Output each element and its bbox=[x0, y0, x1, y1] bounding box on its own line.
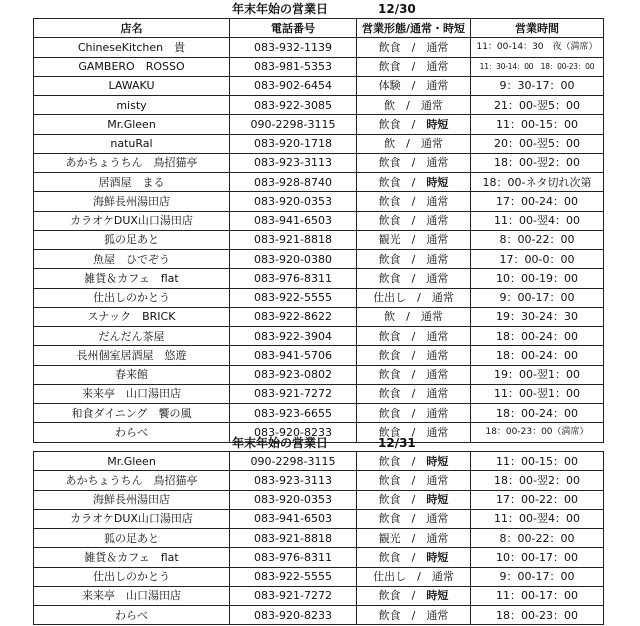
operation-mode: 通常 bbox=[431, 291, 454, 305]
business-type bbox=[357, 307, 471, 326]
operation-mode: 通常 bbox=[420, 137, 443, 151]
business-category: 観光 bbox=[378, 233, 401, 247]
shop-name: スナック BRICK bbox=[34, 307, 230, 326]
business-category: 体験 bbox=[378, 79, 401, 93]
operation-mode: 通常 bbox=[426, 531, 449, 545]
phone-number: 083-922-8622 bbox=[230, 307, 357, 326]
business-type bbox=[357, 452, 471, 471]
phone-number: 083-923-6655 bbox=[230, 404, 357, 423]
business-category: 飲食 bbox=[378, 608, 401, 622]
business-category: 飲 bbox=[384, 310, 396, 324]
shop-name: LAWAKU bbox=[34, 76, 230, 95]
table-row bbox=[34, 606, 604, 625]
separator: / bbox=[400, 194, 427, 208]
business-category: 飲 bbox=[384, 137, 396, 151]
separator: / bbox=[400, 589, 427, 603]
business-category: 飲食 bbox=[378, 493, 401, 507]
header-shop-name: 店名 bbox=[34, 19, 230, 38]
shop-name: あかちょうちん 鳥招猫亭 bbox=[34, 153, 230, 172]
opening-hours: 11：00-17：00 bbox=[471, 586, 604, 605]
table-row bbox=[34, 567, 604, 586]
header-hours: 営業時間 bbox=[471, 19, 604, 38]
phone-number: 083-922-3085 bbox=[230, 96, 357, 115]
opening-hours: 11：00-翌4：00 bbox=[471, 211, 604, 230]
table-row bbox=[34, 471, 604, 490]
separator: / bbox=[400, 368, 427, 382]
operation-mode: 通常 bbox=[426, 348, 449, 362]
business-type bbox=[357, 404, 471, 423]
phone-number: 083-921-7272 bbox=[230, 384, 357, 403]
operation-mode: 時短 bbox=[426, 589, 449, 603]
shop-name: わらべ bbox=[34, 606, 230, 625]
phone-number: 083-981-5353 bbox=[230, 57, 357, 76]
shop-name: 魚屋 ひでぞう bbox=[34, 250, 230, 269]
separator: / bbox=[400, 233, 427, 247]
operation-mode: 通常 bbox=[426, 406, 449, 420]
opening-hours: 17：00-0：00 bbox=[471, 250, 604, 269]
business-type bbox=[357, 606, 471, 625]
separator: / bbox=[406, 291, 432, 305]
phone-number: 083-921-7272 bbox=[230, 586, 357, 605]
phone-number: 083-921-8818 bbox=[230, 529, 357, 548]
separator: / bbox=[395, 98, 421, 112]
table-row bbox=[34, 509, 604, 528]
separator: / bbox=[400, 425, 427, 439]
operation-mode: 通常 bbox=[426, 194, 449, 208]
phone-number: 083-976-8311 bbox=[230, 269, 357, 288]
separator: / bbox=[400, 40, 427, 54]
phone-number: 083-920-1718 bbox=[230, 134, 357, 153]
business-category: 飲食 bbox=[378, 156, 401, 170]
opening-hours: 10：00-19：00 bbox=[471, 269, 604, 288]
separator: / bbox=[395, 310, 421, 324]
business-category: 飲食 bbox=[378, 550, 401, 564]
phone-number: 083-921-8818 bbox=[230, 230, 357, 249]
table-row bbox=[34, 115, 604, 134]
table-row bbox=[34, 192, 604, 211]
shop-name: GAMBERO ROSSO bbox=[34, 57, 230, 76]
shop-name: あかちょうちん 鳥招猫亭 bbox=[34, 471, 230, 490]
opening-hours: 18：00-ネタ切れ次第 bbox=[471, 173, 604, 192]
schedule-table-1231 bbox=[33, 451, 604, 625]
business-type bbox=[357, 57, 471, 76]
business-category: 飲食 bbox=[378, 368, 401, 382]
business-type bbox=[357, 192, 471, 211]
opening-hours: 9：00-17：00 bbox=[471, 288, 604, 307]
shop-name: Mr.Gleen bbox=[34, 452, 230, 471]
business-category: 飲食 bbox=[378, 589, 401, 603]
business-category: 飲食 bbox=[378, 194, 401, 208]
table-row bbox=[34, 346, 604, 365]
table-row bbox=[34, 307, 604, 326]
opening-hours: 17：00-24：00 bbox=[471, 192, 604, 211]
business-category: 飲食 bbox=[378, 473, 401, 487]
shop-name: 来来亭 山口湯田店 bbox=[34, 586, 230, 605]
separator: / bbox=[400, 214, 427, 228]
table-row bbox=[34, 153, 604, 172]
table-row bbox=[34, 327, 604, 346]
opening-hours: 20：00-翌5：00 bbox=[471, 134, 604, 153]
business-type bbox=[357, 384, 471, 403]
phone-number: 083-920-8233 bbox=[230, 606, 357, 625]
business-type bbox=[357, 567, 471, 586]
separator: / bbox=[400, 608, 427, 622]
opening-hours: 18：00-24：00 bbox=[471, 327, 604, 346]
opening-hours: 9：30-17：00 bbox=[471, 76, 604, 95]
business-type bbox=[357, 548, 471, 567]
business-category: 飲食 bbox=[378, 454, 401, 468]
shop-name: 仕出しのかとう bbox=[34, 288, 230, 307]
phone-number: 083-920-0353 bbox=[230, 192, 357, 211]
business-type bbox=[357, 153, 471, 172]
opening-hours: 18：00-24：00 bbox=[471, 346, 604, 365]
operation-mode: 通常 bbox=[426, 387, 449, 401]
separator: / bbox=[400, 473, 427, 487]
operation-mode: 通常 bbox=[426, 368, 449, 382]
table-row bbox=[34, 548, 604, 567]
operation-mode: 通常 bbox=[426, 156, 449, 170]
section-title-label: 年末年始の営業日 bbox=[232, 436, 329, 450]
phone-number: 083-922-3904 bbox=[230, 327, 357, 346]
operation-mode: 時短 bbox=[426, 550, 449, 564]
business-type bbox=[357, 288, 471, 307]
opening-hours: 11：00-翌1：00 bbox=[471, 384, 604, 403]
operation-mode: 通常 bbox=[420, 98, 443, 112]
business-category: 観光 bbox=[378, 531, 401, 545]
business-type bbox=[357, 76, 471, 95]
shop-name: 和食ダイニング 饗の風 bbox=[34, 404, 230, 423]
separator: / bbox=[400, 531, 427, 545]
phone-number: 083-923-3113 bbox=[230, 153, 357, 172]
separator: / bbox=[400, 406, 427, 420]
shop-name: natuRal bbox=[34, 134, 230, 153]
business-type bbox=[357, 211, 471, 230]
operation-mode: 通常 bbox=[426, 473, 449, 487]
separator: / bbox=[395, 137, 421, 151]
table-row bbox=[34, 230, 604, 249]
phone-number: 090-2298-3115 bbox=[230, 452, 357, 471]
table-row bbox=[34, 365, 604, 384]
shop-name: 海鮮長州湯田店 bbox=[34, 192, 230, 211]
operation-mode: 通常 bbox=[426, 60, 449, 74]
operation-mode: 時短 bbox=[426, 117, 449, 131]
shop-name: 狐の足あと bbox=[34, 230, 230, 249]
business-type bbox=[357, 269, 471, 288]
shop-name: 春来館 bbox=[34, 365, 230, 384]
business-category: 飲食 bbox=[378, 175, 401, 189]
section-date: 12/31 bbox=[378, 436, 416, 450]
business-type bbox=[357, 250, 471, 269]
shop-name: 海鮮長州湯田店 bbox=[34, 490, 230, 509]
separator: / bbox=[400, 271, 427, 285]
separator: / bbox=[400, 252, 427, 266]
table-row bbox=[34, 173, 604, 192]
business-category: 仕出し bbox=[373, 291, 407, 305]
business-type bbox=[357, 471, 471, 490]
business-category: 飲食 bbox=[378, 329, 401, 343]
shop-name: カラオケDUX山口湯田店 bbox=[34, 211, 230, 230]
opening-hours: 18：00-23：00 bbox=[471, 606, 604, 625]
separator: / bbox=[400, 79, 427, 93]
separator: / bbox=[400, 493, 427, 507]
shop-name: 来来亭 山口湯田店 bbox=[34, 384, 230, 403]
section-title-1230 bbox=[0, 0, 640, 18]
table-row bbox=[34, 384, 604, 403]
phone-number: 083-923-3113 bbox=[230, 471, 357, 490]
business-category: 飲食 bbox=[378, 425, 401, 439]
business-type bbox=[357, 230, 471, 249]
business-category: 飲食 bbox=[378, 387, 401, 401]
operation-mode: 通常 bbox=[420, 310, 443, 324]
separator: / bbox=[400, 512, 427, 526]
business-type bbox=[357, 115, 471, 134]
table-row bbox=[34, 38, 604, 57]
opening-hours: 11：00-15：00 bbox=[471, 115, 604, 134]
separator: / bbox=[406, 570, 432, 584]
table-row bbox=[34, 211, 604, 230]
separator: / bbox=[400, 348, 427, 362]
table-row bbox=[34, 288, 604, 307]
separator: / bbox=[400, 156, 427, 170]
business-category: 飲食 bbox=[378, 406, 401, 420]
operation-mode: 時短 bbox=[426, 454, 449, 468]
opening-hours: 8：00-22：00 bbox=[471, 230, 604, 249]
operation-mode: 通常 bbox=[426, 214, 449, 228]
operation-mode: 通常 bbox=[426, 252, 449, 266]
table-row bbox=[34, 57, 604, 76]
shop-name: Mr.Gleen bbox=[34, 115, 230, 134]
separator: / bbox=[400, 117, 427, 131]
phone-number: 083-941-6503 bbox=[230, 211, 357, 230]
shop-name: 雑貨＆カフェ flat bbox=[34, 548, 230, 567]
opening-hours: 8：00-22：00 bbox=[471, 529, 604, 548]
business-type bbox=[357, 586, 471, 605]
phone-number: 083-923-0802 bbox=[230, 365, 357, 384]
operation-mode: 通常 bbox=[426, 271, 449, 285]
table-row bbox=[34, 96, 604, 115]
phone-number: 083-922-5555 bbox=[230, 288, 357, 307]
business-type bbox=[357, 509, 471, 528]
phone-number: 090-2298-3115 bbox=[230, 115, 357, 134]
section-title-1231 bbox=[0, 434, 640, 452]
business-type bbox=[357, 529, 471, 548]
business-type bbox=[357, 327, 471, 346]
business-type bbox=[357, 365, 471, 384]
table-row bbox=[34, 76, 604, 95]
phone-number: 083-922-5555 bbox=[230, 567, 357, 586]
operation-mode: 時短 bbox=[426, 493, 449, 507]
shop-name: misty bbox=[34, 96, 230, 115]
opening-hours: 21：00-翌5：00 bbox=[471, 96, 604, 115]
operation-mode: 通常 bbox=[431, 570, 454, 584]
phone-number: 083-941-5706 bbox=[230, 346, 357, 365]
opening-hours: 18：00-24：00 bbox=[471, 404, 604, 423]
phone-number: 083-902-6454 bbox=[230, 76, 357, 95]
opening-hours: 9：00-17：00 bbox=[471, 567, 604, 586]
table-row bbox=[34, 586, 604, 605]
operation-mode: 通常 bbox=[426, 608, 449, 622]
shop-name: だんだん茶屋 bbox=[34, 327, 230, 346]
table-row bbox=[34, 134, 604, 153]
business-type bbox=[357, 490, 471, 509]
section-title-label: 年末年始の営業日 bbox=[232, 2, 329, 16]
separator: / bbox=[400, 454, 427, 468]
shop-name: 居酒屋 まる bbox=[34, 173, 230, 192]
shop-name: 長州個室居酒屋 悠遊 bbox=[34, 346, 230, 365]
business-category: 飲食 bbox=[378, 40, 401, 54]
opening-hours: 10：00-17：00 bbox=[471, 548, 604, 567]
business-category: 飲 bbox=[384, 98, 396, 112]
schedule-table-1230 bbox=[33, 18, 604, 443]
phone-number: 083-941-6503 bbox=[230, 509, 357, 528]
table-row bbox=[34, 529, 604, 548]
phone-number: 083-920-8233 bbox=[230, 423, 357, 442]
shop-name: 狐の足あと bbox=[34, 529, 230, 548]
business-type bbox=[357, 96, 471, 115]
phone-number: 083-920-0353 bbox=[230, 490, 357, 509]
business-category: 飲食 bbox=[378, 214, 401, 228]
business-category: 飲食 bbox=[378, 252, 401, 266]
table-row bbox=[34, 269, 604, 288]
operation-mode: 時短 bbox=[426, 175, 449, 189]
phone-number: 083-928-8740 bbox=[230, 173, 357, 192]
operation-mode: 通常 bbox=[426, 512, 449, 526]
business-type bbox=[357, 38, 471, 57]
opening-hours: 11：00-翌4：00 bbox=[471, 509, 604, 528]
business-category: 飲食 bbox=[378, 117, 401, 131]
separator: / bbox=[400, 175, 427, 189]
operation-mode: 通常 bbox=[426, 79, 449, 93]
separator: / bbox=[400, 387, 427, 401]
shop-name: 仕出しのかとう bbox=[34, 567, 230, 586]
opening-hours: 11：00-14：30 夜（満席） bbox=[471, 38, 604, 57]
operation-mode: 通常 bbox=[426, 233, 449, 247]
opening-hours: 19：00-翌1：00 bbox=[471, 365, 604, 384]
header-phone: 電話番号 bbox=[230, 19, 357, 38]
separator: / bbox=[400, 329, 427, 343]
opening-hours: 17：00-22：00 bbox=[471, 490, 604, 509]
opening-hours: 11：00-15：00 bbox=[471, 452, 604, 471]
operation-mode: 通常 bbox=[426, 329, 449, 343]
shop-name: 雑貨＆カフェ flat bbox=[34, 269, 230, 288]
table-row bbox=[34, 250, 604, 269]
opening-hours: 18：00-翌2：00 bbox=[471, 153, 604, 172]
phone-number: 083-976-8311 bbox=[230, 548, 357, 567]
opening-hours: 18：00-翌2：00 bbox=[471, 471, 604, 490]
phone-number: 083-932-1139 bbox=[230, 38, 357, 57]
business-category: 飲食 bbox=[378, 271, 401, 285]
opening-hours: 18：00-23：00（満席） bbox=[471, 423, 604, 442]
shop-name: わらべ bbox=[34, 423, 230, 442]
shop-name: ChineseKitchen 貴 bbox=[34, 38, 230, 57]
operation-mode: 通常 bbox=[426, 425, 449, 439]
business-type bbox=[357, 173, 471, 192]
opening-hours: 11：30-14：00 18：00-23：00 bbox=[471, 57, 604, 76]
business-category: 飲食 bbox=[378, 348, 401, 362]
separator: / bbox=[400, 550, 427, 564]
business-category: 飲食 bbox=[378, 512, 401, 526]
operation-mode: 通常 bbox=[426, 40, 449, 54]
section-date: 12/30 bbox=[378, 2, 416, 16]
header-business-type: 営業形態/通常・時短 bbox=[357, 19, 471, 38]
separator: / bbox=[400, 60, 427, 74]
table-row bbox=[34, 452, 604, 471]
table-row bbox=[34, 404, 604, 423]
phone-number: 083-920-0380 bbox=[230, 250, 357, 269]
opening-hours: 19：30-24：30 bbox=[471, 307, 604, 326]
header-row bbox=[34, 19, 604, 38]
business-category: 飲食 bbox=[378, 60, 401, 74]
business-type bbox=[357, 134, 471, 153]
business-category: 仕出し bbox=[373, 570, 407, 584]
business-type bbox=[357, 346, 471, 365]
shop-name: カラオケDUX山口湯田店 bbox=[34, 509, 230, 528]
table-row bbox=[34, 490, 604, 509]
